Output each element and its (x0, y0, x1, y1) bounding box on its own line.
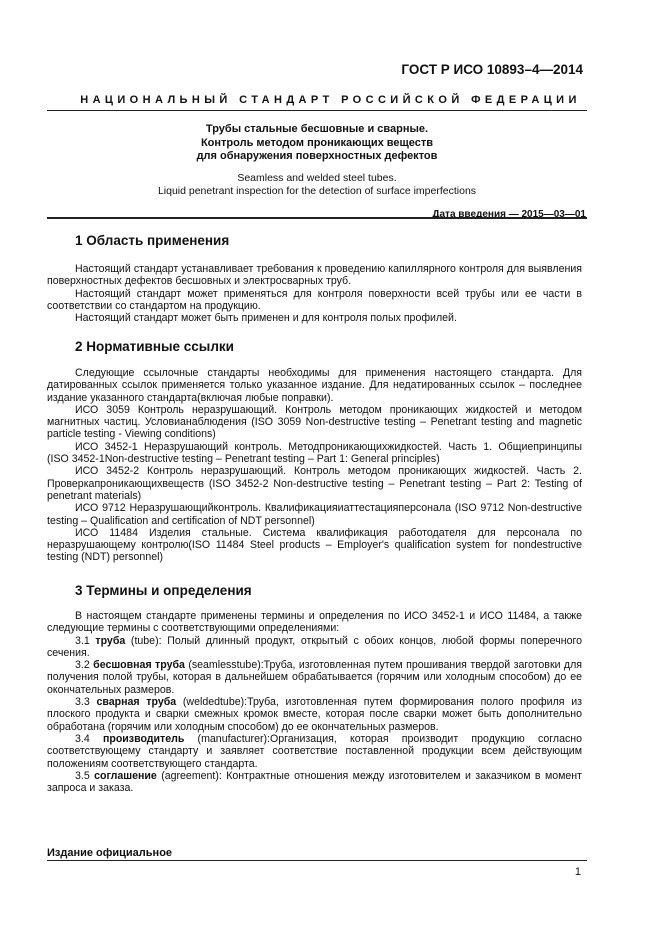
paragraph: В настоящем стандарте применены термины и определения по ИСО 3452-1 и ИСО 11484, а также следующие термины с соответствующими определениями: (47, 610, 582, 635)
reference-item: ИСО 11484 Изделия стальные. Система квалификация работодателя для персонала по неразрушающему контролю(ISO 11484 Steel products – Employer's qualification system for nondestructive testing (NDT) personnel) (47, 526, 582, 564)
official-edition-label: Издание официальное (47, 847, 173, 859)
footer-divider (47, 860, 587, 861)
section-heading: 1 Область применения (75, 233, 230, 248)
term: сварная труба (96, 696, 177, 709)
title-en-line: Liquid penetrant inspection for the detection of surface imperfections (157, 184, 477, 197)
title-divider (47, 217, 587, 219)
term-definition (47, 696, 582, 733)
title-ru (47, 123, 587, 164)
section-3-body (47, 610, 582, 794)
definition: (weldedtube):Труба, изготовленная путем формирования полого профиля из плоского продукта и сварки смежных кромок вместе, которая после сварки может быть дополнительно обработана (горячим или холодным способом) до ее окончательных размеров. (47, 696, 583, 733)
definition: (seamlesstube):Труба, изготовленная путем прошивания твердой заготовки для получения полой трубы, которая в дальнейшем обрабатывается (горячим или холодным способом) до ее окончательных размеров. (47, 659, 583, 696)
gost-number: ГОСТ Р ИСО 10893–4—2014 (401, 62, 583, 77)
section-1-body (47, 263, 582, 324)
term-definition (47, 659, 582, 696)
section-heading: 2 Нормативные ссылки (75, 339, 234, 354)
national-standard-banner: НАЦИОНАЛЬНЫЙ СТАНДАРТ РОССИЙСКОЙ ФЕДЕРАЦИИ (80, 94, 581, 106)
term-number: 3.4 (75, 732, 103, 745)
header-divider (47, 110, 587, 111)
title-en-line: Seamless and welded steel tubes. (237, 172, 397, 184)
paragraph: Настоящий стандарт может применяться для контроля поверхности всей трубы или ее части в соответствии со стандартом на продукцию. (47, 287, 582, 312)
title-ru-line: для обнаружения поверхностных дефектов (196, 150, 438, 163)
term-definition (47, 733, 582, 770)
term: производитель (102, 732, 185, 745)
term-number: 3.5 (75, 769, 95, 782)
section-heading: 3 Термины и определения (75, 583, 252, 598)
title-ru-line: Трубы стальные бесшовные и сварные. (205, 123, 429, 135)
reference-item: ИСО 3059 Контроль неразрушающий. Контроль методом проникающих жидкостей и методом магнитных частиц. Условианаблюдения (ISO 3059 Non-destructive testing – Penetrant testing and magnetic particle testing - Viewing conditions) (47, 403, 582, 441)
title-ru-line: Контроль методом проникающих веществ (200, 136, 434, 149)
title-en (47, 172, 587, 197)
effective-date: Дата введения — 2015—03—01 (432, 209, 586, 220)
term: соглашение (94, 769, 157, 782)
definition: (manufacturer):Организация, которая производит продукцию согласно соответствующему стандарту и заявляет соответствие поставленной продукции всем действующим положениям соответствующего стандарта. (47, 732, 583, 770)
term-definition (47, 770, 582, 795)
reference-item: ИСО 3452-1 Неразрушающий контроль. Методпроникающихжидкостей. Часть 1. Общиепринципы (ISO 3452-1Non-destructive testing – Penetrant testing – Part 1: General principles) (47, 440, 582, 466)
paragraph: Настоящий стандарт может быть применен и для контроля полых профилей. (75, 312, 457, 325)
definition: (tube): Полый длинный продукт, открытый с обоих концов, любой формы поперечного сечения. (47, 634, 583, 659)
term-definition (47, 635, 582, 660)
term-number: 3.3 (75, 696, 97, 709)
term: бесшовная труба (93, 659, 185, 672)
paragraph: Следующие ссылочные стандарты необходимы для применения настоящего стандарта. Для датированных ссылок применяется только указанное издание. Для недатированных ссылок – последнее издание указанного стандарта(включая любые поправки). (47, 367, 582, 404)
page-number: 1 (574, 866, 581, 878)
definition: (agreement): Контрактные отношения между изготовителем и заказчиком в момент запроса и заказа. (47, 769, 582, 795)
reference-item: ИСО 3452-2 Контроль неразрушающий. Контроль методом проникающих жидкостей. Часть 2. Проверкапроникающихвеществ (ISO 3452-2 Non-destructive testing – Penetrant testing – Part 2: Testing of penetrant materials) (47, 465, 582, 502)
term: труба (95, 634, 126, 647)
paragraph: Настоящий стандарт устанавливает требования к проведению капиллярного контроля для выявления поверхностных дефектов бесшовных и электросварных труб. (47, 263, 582, 288)
term-number: 3.1 (75, 634, 96, 647)
reference-item: ИСО 9712 Неразрушающийконтроль. Квалификацияиаттестацияперсонала (ISO 9712 Non-destructive testing – Qualification and certification of NDT personnel) (47, 502, 582, 527)
term-number: 3.2 (75, 659, 94, 672)
section-2-body (47, 367, 582, 564)
